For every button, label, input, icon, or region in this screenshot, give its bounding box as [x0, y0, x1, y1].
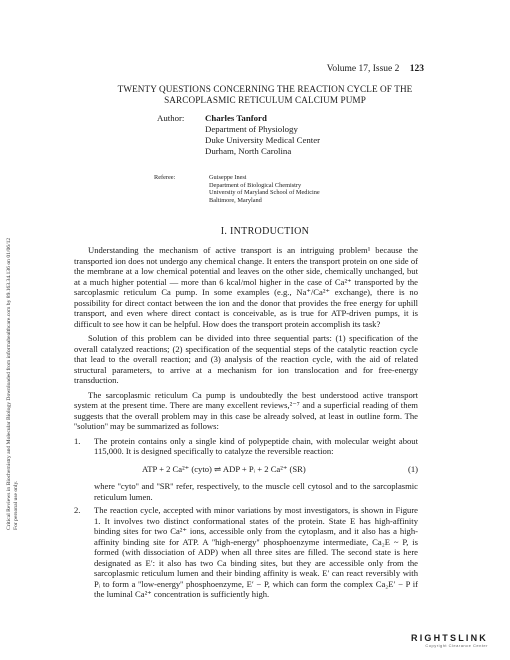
equation-body: ATP + 2 Ca²⁺ (cyto) ⇌ ADP + Pᵢ + 2 Ca²⁺ (SR) — [142, 463, 306, 474]
list-item — [74, 505, 418, 599]
watermark-line-2: For personal use only. — [13, 480, 19, 530]
list-number: 2. — [74, 505, 81, 515]
page-number: 123 — [409, 64, 424, 74]
paragraph-2: Solution of this problem can be divided into three sequential parts: (1) specification of the overall catalyzed reactions; (2) specification of the sequential steps of the catalytic reaction cycle that lead to the overall reaction; and (3) analysis of the reaction cycle, with the aid of related structural parameters, to arrive at a mechanism for ion translocation and for free-energy transduction. — [74, 333, 418, 385]
equation — [94, 464, 418, 475]
referee-name: Guiseppe Inesi — [209, 174, 247, 181]
list-item — [74, 436, 418, 503]
referee-label: Referee: — [154, 174, 176, 181]
referee-affiliation-3: Baltimore, Maryland — [209, 196, 262, 204]
equation-number: (1) — [407, 463, 418, 474]
list-text-continued: where ''cyto'' and ''SR'' refer, respectively, to the muscle cell cytosol and to the sarcoplasmic reticulum lumen. — [94, 481, 418, 502]
volume-issue: Volume 17, Issue 2 — [326, 64, 400, 74]
author-affiliation-1: Department of Physiology — [205, 124, 298, 134]
paragraph-1: Understanding the mechanism of active transport is an intriguing problem¹ because the transported ion does not undergo any chemical change. It enters the transport protein on one side of the membrane at a low chemical potential and leaves on the other side, chemically unchanged, but at a much higher potential — more than 6 kcal/mol higher in the case of Ca²⁺ transported by the sarcoplasmic reticulum Ca pump. In some examples (e.g., Na⁺/Ca²⁺ exchange), there is no possibility for direct contact between the ion and the donor that provides the free energy for uphill transport, and even where direct contact is conceivable, as is true for ATP-driven pumps, it is difficult to see how it can be helpful. How does the transport protein accomplish its task? — [74, 245, 418, 329]
referee-affiliation-1: Department of Biological Chemistry — [209, 181, 302, 189]
download-watermark — [2, 150, 30, 530]
article-title — [100, 84, 430, 105]
referee-affiliation-2: University of Maryland School of Medicine — [209, 189, 320, 197]
list-text: The protein contains only a single kind of polypeptide chain, with molecular weight about 115,000. It is designed specifically to catalyze the reversible reaction: — [94, 435, 418, 456]
rightslink-logo-subtitle: Copyright Clearance Center — [425, 643, 488, 648]
list-number: 1. — [74, 435, 81, 446]
title-line-1: TWENTY QUESTIONS CONCERNING THE REACTION CYCLE OF THE — [117, 84, 413, 94]
watermark-line-1: Critical Reviews in Biochemistry and Molecular Biology Downloaded from informahealthcare.com by 89.163.34.136 on 01/06/12 — [6, 237, 12, 530]
author-label: Author: — [157, 113, 185, 123]
body-text — [74, 245, 418, 599]
rightslink-logo-text: RIGHTSLINK — [411, 633, 488, 643]
author-affiliation-2: Duke University Medical Center — [205, 135, 321, 145]
list-text: The reaction cycle, accepted with minor variations by most investigators, is shown in Figure 1. It involves two distinct conformational states of the protein. State E has high-affinity binding sites for two Ca²⁺ ions, accessible only from the cytoplasm, and it also has a high-affinity binding site for ATP. A ''high-energy'' phosphoenzyme intermediate, Ca₂E ~ P, is formed (with dissociation of ADP) when all three sites are filled. The second state is here designated as E′: it also has two Ca binding sites, but they are accessible only from the sarcoplasmic reticulum lumen and their binding affinity is weak. E′ can react reversibly with Pᵢ to form a ''low-energy'' phosphoenzyme, E′ − P, which can form the complex Ca₂E′ − P if the luminal Ca²⁺ concentration is sufficiently high. — [94, 505, 418, 599]
author-affiliation-3: Durham, North Carolina — [205, 146, 292, 156]
title-line-2: SARCOPLASMIC RETICULUM CALCIUM PUMP — [164, 94, 366, 105]
section-heading: I. INTRODUCTION — [220, 226, 310, 237]
paragraph-3: The sarcoplasmic reticulum Ca pump is undoubtedly the best understood active transport system at the present time. There are many excellent reviews,²⁻⁷ and a superficial reading of them suggests that the overall problem may in this case be already solved, at least in outline form. The ''solution'' may be summarized as follows: — [74, 389, 418, 431]
rightslink-logo — [398, 633, 488, 648]
running-head — [327, 64, 424, 74]
author-name: Charles Tanford — [205, 113, 267, 123]
